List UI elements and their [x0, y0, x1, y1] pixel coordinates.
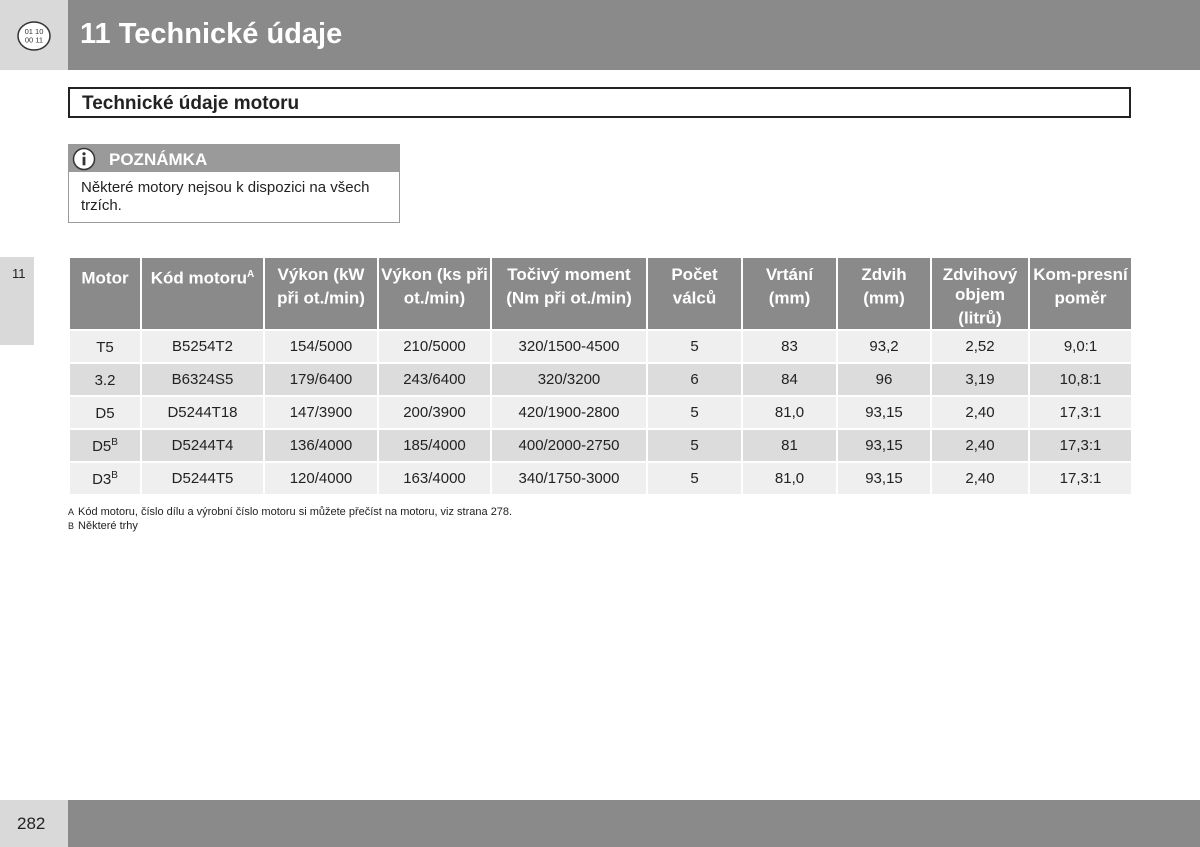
note-text: Některé motory nejsou k dispozici na všech trzích.	[81, 179, 370, 214]
column-header: Výkon (ks při ot./min)	[379, 258, 490, 329]
page-title: 11 Technické údaje	[80, 18, 343, 50]
column-header: Vrtání (mm)	[743, 258, 836, 329]
column-header: Výkon (kW při ot./min)	[265, 258, 377, 329]
chapter-icon-text-top: 01 10	[24, 27, 44, 36]
chapter-side-tab	[0, 257, 34, 345]
footer-bar	[68, 800, 1200, 847]
column-header: Zdvih (mm)	[838, 258, 930, 329]
chapter-icon-area	[0, 0, 68, 70]
column-header: Počet válců	[648, 258, 741, 329]
column-header: Točivý moment (Nm při ot./min)	[492, 258, 646, 329]
table-row: $D5^B$ D5244T4 136/4000 185/4000 400/2000-2750 5 81 93,15 2,40 17,3:1	[70, 430, 1131, 461]
column-header: Zdvihový objem (litrů)	[932, 258, 1028, 329]
engine-spec-table	[68, 256, 1133, 496]
table-row: $D3^B$ D5244T5 120/4000 163/4000 340/1750-3000 5 81,0 93,15 2,40 17,3:1	[70, 463, 1131, 494]
chapter-icon-text-bottom: 00 11	[24, 35, 44, 45]
chapter-side-tab-label: 11	[12, 266, 26, 281]
column-header: Kom-presní poměr	[1030, 258, 1131, 329]
header-bar	[68, 0, 1200, 70]
note-label: POZNÁMKA	[109, 150, 208, 169]
footnotes	[68, 505, 512, 533]
table-row: 3.2 B6324S5 179/6400 243/6400 320/3200 6 84 96 3,19 10,8:1	[70, 364, 1131, 395]
chapter-icon	[16, 20, 52, 52]
note-header	[69, 145, 399, 172]
table-row: T5 B5254T2 154/5000 210/5000 320/1500-4500 5 83 93,2 2,52 9,0:1	[70, 331, 1131, 362]
column-header: Motor	[70, 258, 140, 329]
info-icon	[72, 147, 96, 171]
column-header: Kód motoru$^A$	[142, 258, 263, 329]
note-box	[68, 144, 400, 223]
footer-page-area	[0, 800, 68, 847]
table-row: D5 D5244T18 147/3900 200/3900 420/1900-2800 5 81,0 93,15 2,40 17,3:1	[70, 397, 1131, 428]
page-number: 282	[17, 814, 46, 833]
section-heading-box	[68, 87, 1131, 118]
section-title: Technické údaje motoru	[82, 93, 300, 114]
footnote: A Kód motoru, číslo dílu a výrobní číslo motoru si můžete přečíst na motoru, viz strana 278.	[68, 506, 513, 518]
table-header-row	[70, 258, 1131, 329]
footnote: B Některé trhy	[68, 520, 138, 532]
